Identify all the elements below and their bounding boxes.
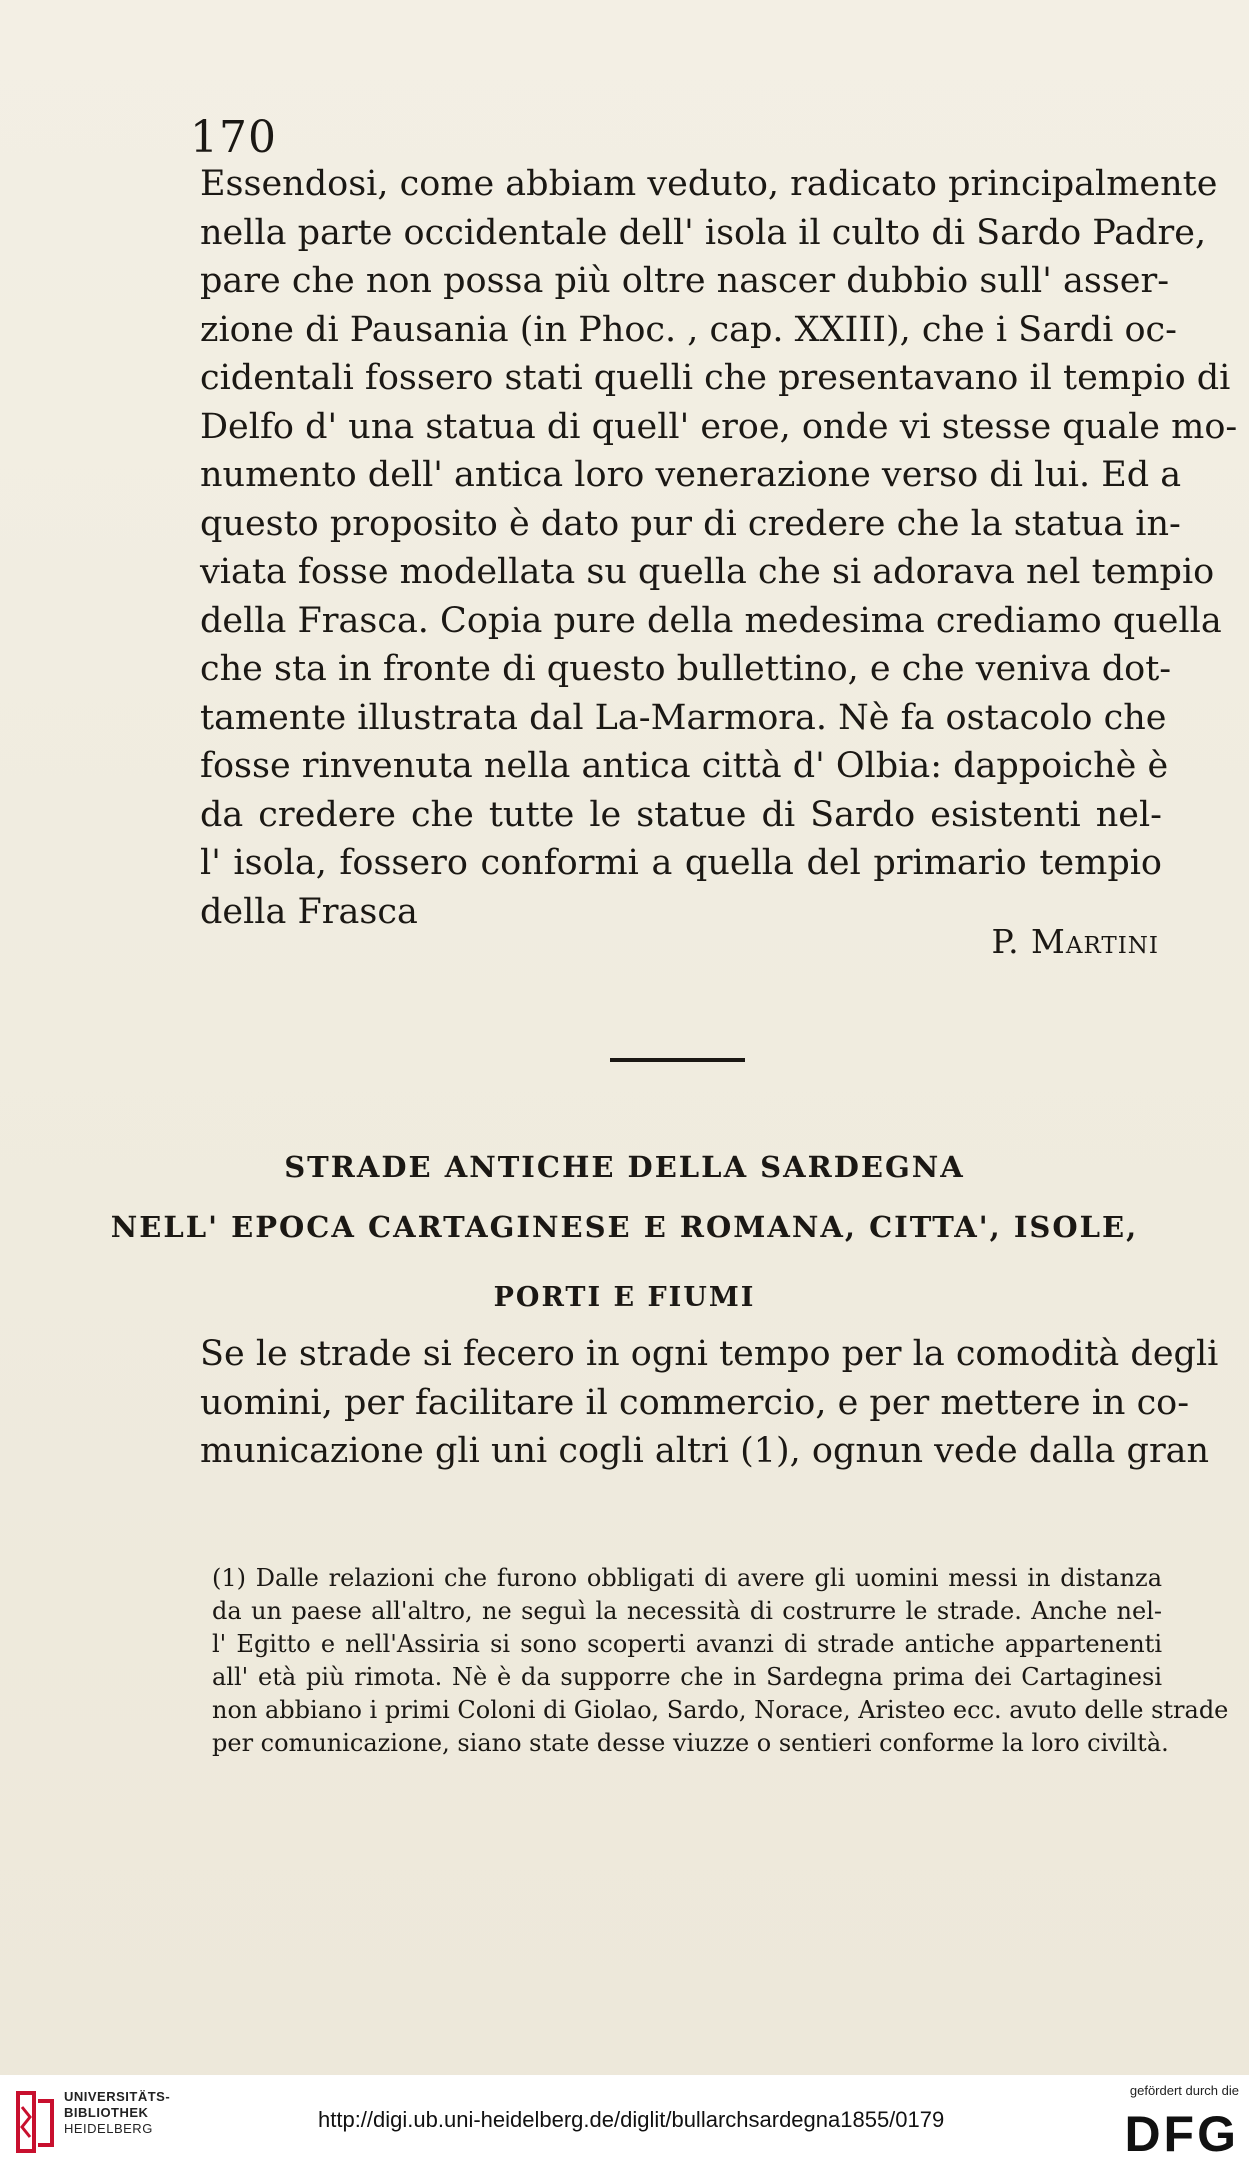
funded-by-label: gefördert durch die (1129, 2083, 1239, 2098)
section-heading-line-1: STRADE ANTICHE DELLA SARDEGNA (284, 1150, 965, 1184)
author-signature: P. Martini (991, 922, 1159, 961)
text-line: municazione gli uni cogli altri (1), ognun vede dalla gran (200, 1431, 1210, 1471)
footnote-line: per comunicazione, siano state desse viuzze o sentieri conforme la loro civiltà. (212, 1729, 1169, 1757)
text-line: da credere che tutte le statue di Sardo esistenti nel- (200, 794, 1162, 835)
text-line: che sta in fronte di questo bullettino, e che veniva dot- (200, 649, 1172, 689)
text-line: nella parte occidentale dell' isola il culto di Sardo Padre, (200, 212, 1207, 253)
section-heading-line-2: NELL' EPOCA CARTAGINESE E ROMANA, CITTA', ISOLE, (110, 1210, 1139, 1244)
text-line: Essendosi, come abbiam veduto, radicato principalmente (200, 164, 1218, 204)
text-line: Delfo d' una statua di quell' eroe, onde vi stesse quale mo- (200, 406, 1238, 447)
heidelberg-library-logo-icon (14, 2087, 56, 2157)
text-line: fosse rinvenuta nella antica città d' Olbia: dappoichè è (200, 746, 1169, 786)
footnote (212, 1562, 1229, 1760)
paragraph-2 (200, 1330, 1219, 1476)
viewer-footer (0, 2075, 1249, 2168)
text-line: uomini, per facilitare il commercio, e per mettere in co- (200, 1382, 1190, 1423)
page-number: 170 (190, 112, 277, 163)
section-heading-line-3: PORTI E FIUMI (493, 1282, 756, 1313)
text-line: cidentali fossero stati quelli che presentavano il tempio di (200, 358, 1231, 398)
text-line: numento dell' antica loro venerazione verso di lui. Ed a (200, 455, 1182, 495)
library-name: UNIVERSITÄTS- BIBLIOTHEK HEIDELBERG (64, 2089, 171, 2136)
footnote-line: all' età più rimota. Nè è da supporre che in Sardegna prima dei Cartaginesi (212, 1663, 1162, 1691)
text-line: Se le strade si fecero in ogni tempo per la comodità degli (200, 1334, 1219, 1374)
text-line: della Frasca. Copia pure della medesima crediamo quella (200, 600, 1222, 641)
permalink-url[interactable]: http://digi.ub.uni-heidelberg.de/diglit/bullarchsardegna1855/0179 (318, 2107, 945, 2132)
dfg-logo: DFG (1124, 2106, 1239, 2162)
text-line: tamente illustrata dal La-Marmora. Nè fa ostacolo che (200, 697, 1167, 738)
footnote-line: l' Egitto e nell'Assiria si sono scoperti avanzi di strade antiche appartenenti (212, 1630, 1162, 1658)
text-line: zione di Pausania (in Phoc. , cap. XXIII), che i Sardi oc- (200, 309, 1177, 350)
section-divider (610, 1058, 745, 1062)
text-line: viata fosse modellata su quella che si adorava nel tempio (200, 552, 1215, 592)
text-line: l' isola, fossero conformi a quella del primario tempio (200, 843, 1162, 883)
paragraph-1 (200, 160, 1238, 936)
text-line: questo proposito è dato pur di credere che la statua in- (200, 503, 1181, 544)
text-line: della Frasca (200, 891, 418, 932)
footnote-line: non abbiano i primi Coloni di Giolao, Sardo, Norace, Aristeo ecc. avuto delle strade (212, 1696, 1229, 1724)
text-line: pare che non possa più oltre nascer dubbio sull' asser- (200, 261, 1170, 301)
footnote-line: da un paese all'altro, ne seguì la necessità di costrurre le strade. Anche nel- (212, 1597, 1162, 1625)
footnote-line: (1) Dalle relazioni che furono obbligati di avere gli uomini messi in distanza (212, 1564, 1162, 1592)
